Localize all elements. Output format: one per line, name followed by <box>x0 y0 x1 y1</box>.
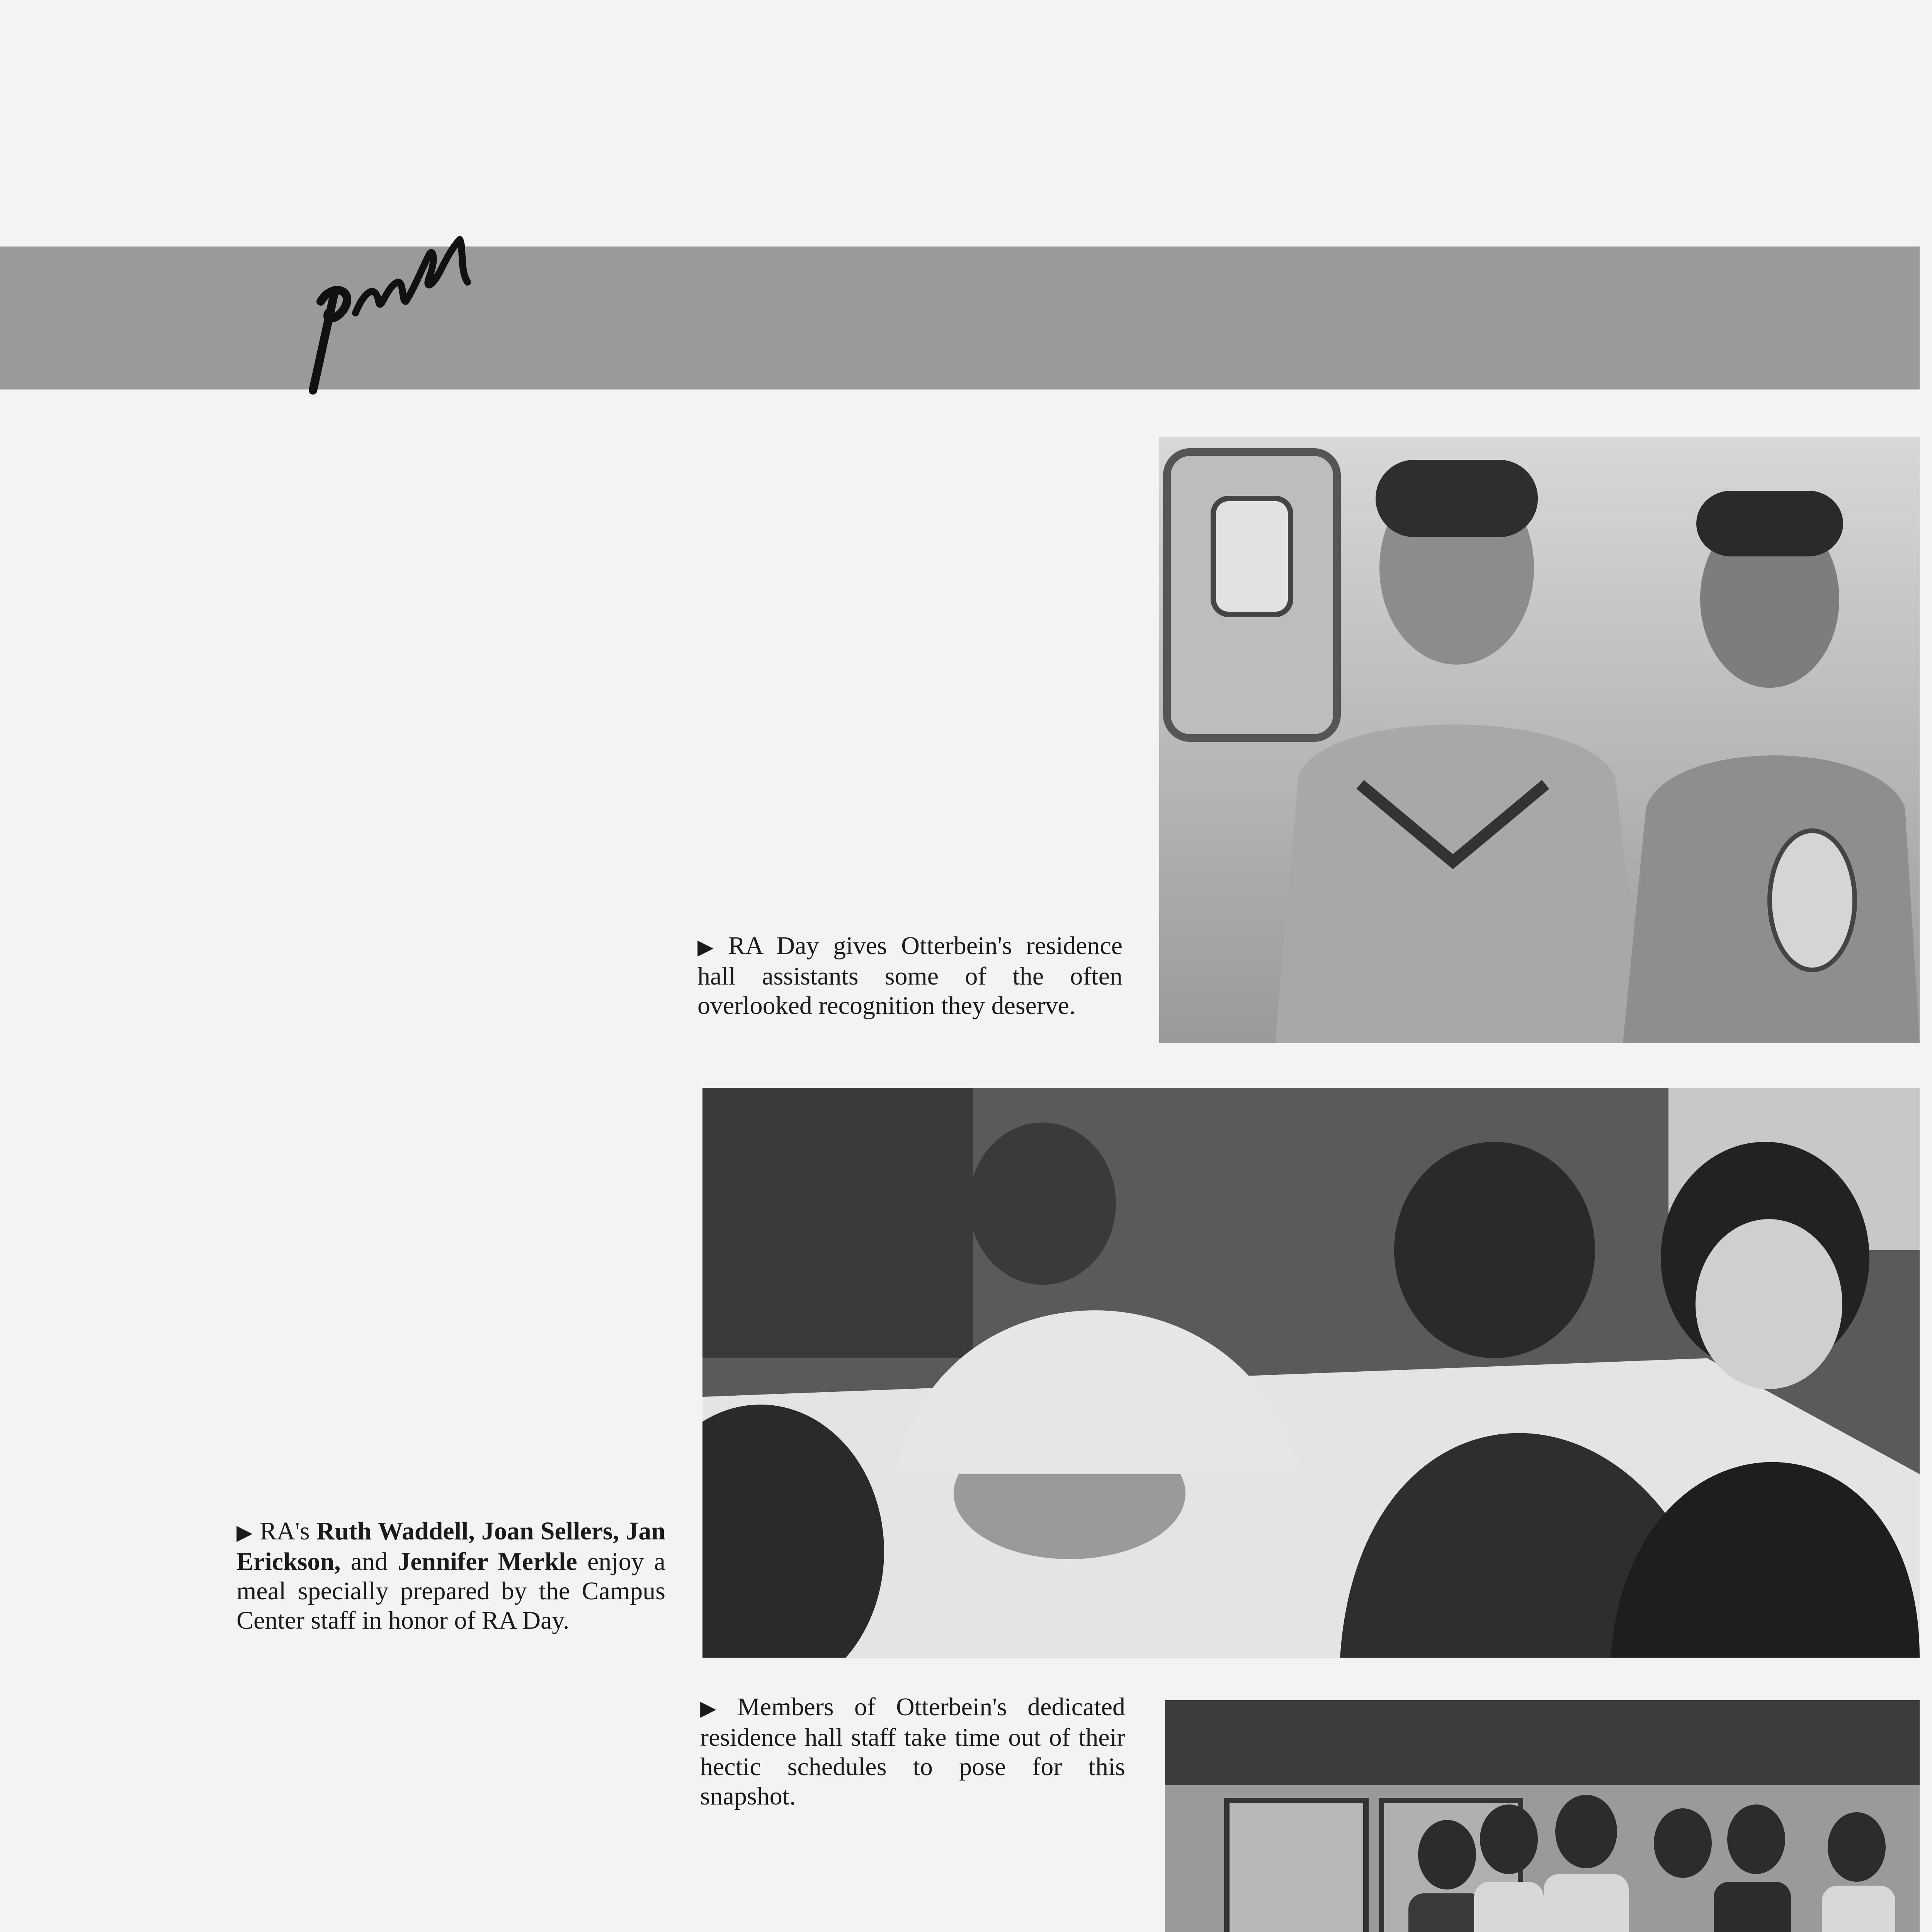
photo-residence-hall-staff <box>1165 1700 1920 1932</box>
caption-name-1: Ruth Waddell, <box>316 1517 475 1545</box>
caption-ra-day-text: RA Day gives Otterbein's residence hall assistants some of the often overlooked recognition they deserve. <box>697 932 1122 1020</box>
caption-arrow-icon: ▶ <box>236 1521 253 1544</box>
caption-name-3: Jan Erickson, <box>236 1517 666 1576</box>
caption-staff <box>700 1692 1125 1811</box>
photo-ra-meal <box>702 1088 1920 1658</box>
caption-arrow-icon: ▶ <box>697 935 721 959</box>
caption-staff-text: Members of Otterbein's dedicated residence hall staff take time out of their hectic schedules to pose for this snapshot. <box>700 1693 1125 1810</box>
caption-and: and <box>340 1548 398 1576</box>
caption-name-2: Joan Sellers, <box>481 1517 619 1545</box>
photo-two-ras <box>1159 437 1920 1043</box>
pm-script-logo <box>298 224 483 402</box>
caption-suffix: enjoy a meal specially prepared by the Campus Center staff in honor of RA Day. <box>236 1548 665 1634</box>
caption-arrow-icon: ▶ <box>700 1697 731 1720</box>
caption-ra-day <box>697 931 1122 1020</box>
caption-prefix: RA's <box>260 1517 316 1545</box>
header-band <box>0 247 1920 389</box>
caption-name-4: Jennifer Merkle <box>398 1548 577 1576</box>
caption-ra-meal <box>236 1517 665 1635</box>
